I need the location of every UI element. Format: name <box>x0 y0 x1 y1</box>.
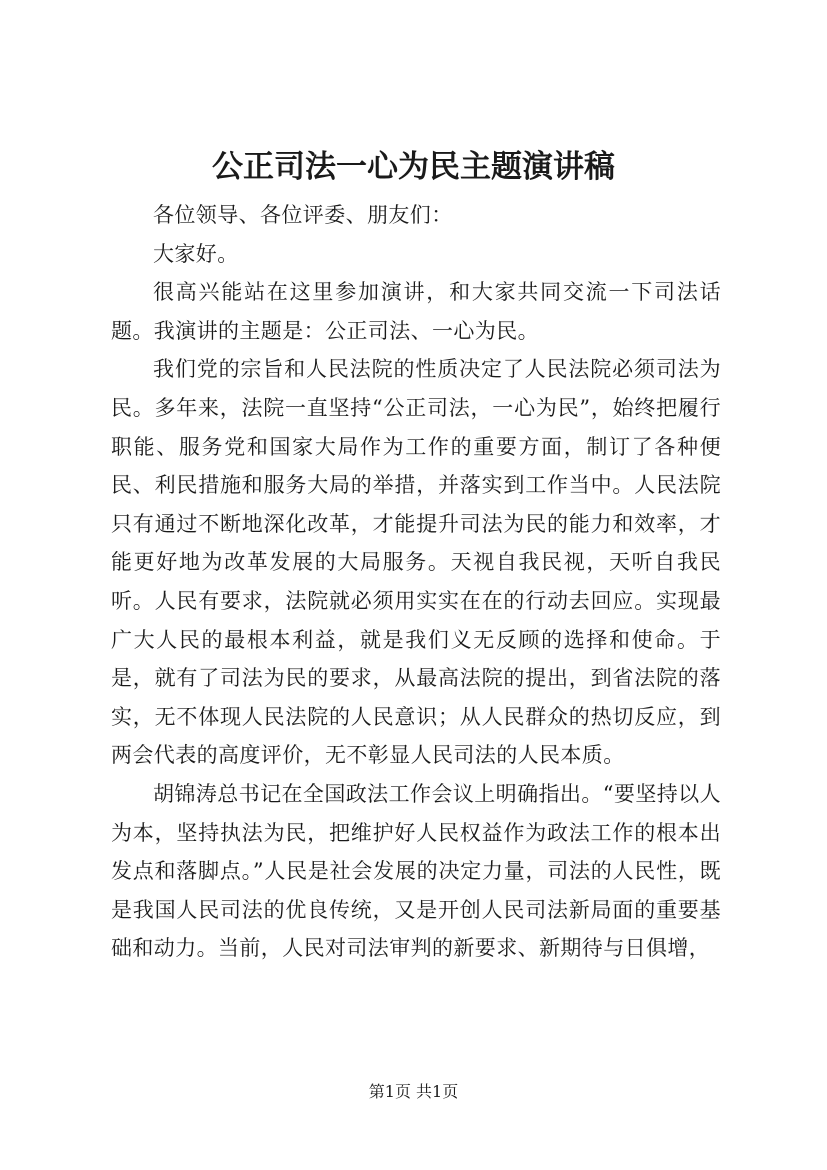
page-footer: 第1页 共1页 <box>368 1082 459 1101</box>
paragraph-greeting: 大家好。 <box>153 241 239 266</box>
document-title: 公正司法一心为民主题演讲稿 <box>212 149 615 185</box>
paragraph-body-2: 胡锦涛总书记在全国政法工作会议上明确指出。“要坚持以人为本，坚持执法为民，把维护好人民权益作为政法工作的根本出发点和落脚点。”人民是社会发展的决定力量，司法的人民性，既是我国人民司法的优良传统，又是开创人民司法新局面的重要基础和动力。当前，人民对司法审判的新要求、新期待与日俱增， <box>111 781 721 961</box>
paragraph-salutation: 各位领导、各位评委、朋友们： <box>153 203 453 227</box>
document-body <box>111 196 721 968</box>
paragraph-intro: 很高兴能站在这里参加演讲，和大家共同交流一下司法话题。我演讲的主题是：公正司法、一心为民。 <box>111 280 721 343</box>
paragraph-body-1: 我们党的宗旨和人民法院的性质决定了人民法院必须司法为民。多年来，法院一直坚持“公正司法，一心为民”，始终把履行职能、服务党和国家大局作为工作的重要方面，制订了各种便民、利民措施和服务大局的举措，并落实到工作当中。人民法院只有通过不断地深化改革，才能提升司法为民的能力和效率，才能更好地为改革发展的大局服务。天视自我民视，天听自我民听。人民有要求，法院就必须用实实在在的行动去回应。实现最广大人民的最根本利益，就是我们义无反顾的选择和使命。于是，就有了司法为民的要求，从最高法院的提出，到省法院的落实，无不体现人民法院的人民意识；从人民群众的热切反应，到两会代表的高度评价，无不彰显人民司法的人民本质。 <box>111 357 721 768</box>
